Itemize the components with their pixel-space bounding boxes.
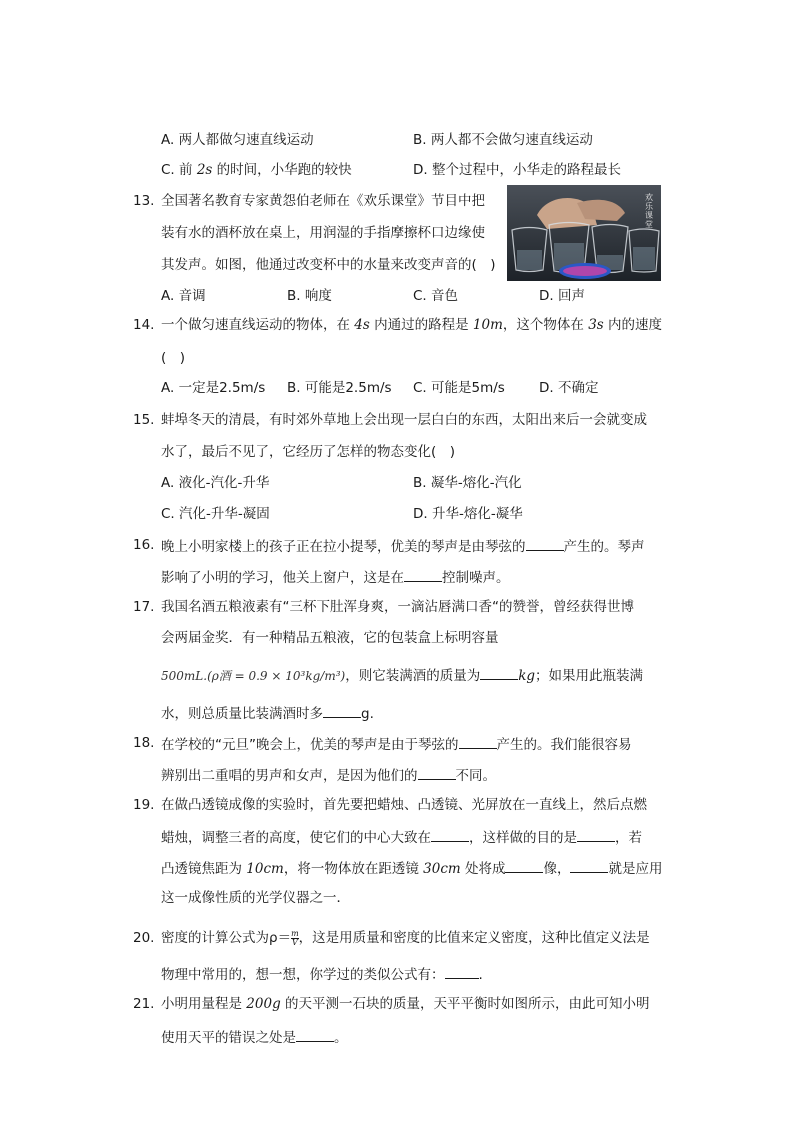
q19-text-c: ，若 <box>615 830 642 846</box>
q16-text-b: 产生的。琴声 <box>563 539 645 555</box>
q14-text-b: 内通过的路程是 <box>369 317 473 333</box>
q17-line4 <box>161 703 374 723</box>
q15-option-c: C. 汽化-升华-凝固 <box>161 506 270 522</box>
q18-text-b: 产生的。我们能很容易 <box>496 737 632 753</box>
q17-blank-2[interactable] <box>323 703 361 718</box>
q16-number: 16. <box>133 537 155 553</box>
q19-line3 <box>161 858 662 878</box>
q16-text-d: 控制噪声。 <box>442 570 510 586</box>
q16-line2 <box>161 567 510 587</box>
q15-line2: 水了，最后不见了，它经历了怎样的物态变化( ) <box>161 444 456 460</box>
q16-blank-2[interactable] <box>404 567 442 582</box>
q20-line1 <box>161 929 650 947</box>
photo-caption: 欢乐课堂 <box>645 193 653 229</box>
q18-blank-2[interactable] <box>418 765 456 780</box>
q21-number: 21. <box>133 996 155 1012</box>
q12-option-a: A. 两人都做匀速直线运动 <box>161 132 314 148</box>
glasses-photo-illustration <box>507 185 661 281</box>
q20-line2 <box>161 964 483 984</box>
q19-blank-3[interactable] <box>505 858 543 873</box>
q17-text-a: ，则它装满酒的质量为 <box>345 668 481 684</box>
q12-option-c-post: 的时间，小华跑的较快 <box>212 162 352 178</box>
fraction-numerator: m <box>291 928 299 938</box>
q17-blank-1[interactable] <box>480 665 518 680</box>
q15-option-b: B. 凝华-熔化-汽化 <box>413 475 522 491</box>
q18-line2 <box>161 765 496 785</box>
q19-text-a: 蜡烛，调整三者的高度，使它们的中心大致在 <box>161 830 431 846</box>
q17-text-d: g. <box>361 706 374 722</box>
q21-line2 <box>161 1027 348 1047</box>
q19-focal-length: 10cm <box>246 861 284 877</box>
q12-option-c <box>161 161 352 179</box>
q15-option-a: A. 液化-汽化-升华 <box>161 475 270 491</box>
q21-text-c: 使用天平的错误之处是 <box>161 1030 296 1046</box>
q14-distance: 10m <box>472 317 503 333</box>
q14-line1 <box>161 316 662 334</box>
q18-number: 18. <box>133 735 155 751</box>
q19-line4: 这一成像性质的光学仪器之一． <box>161 890 350 906</box>
q15-number: 15. <box>133 412 155 428</box>
q17-text-b: ；如果用此瓶装满 <box>535 668 644 684</box>
q16-text-c: 影响了小明的学习，他关上窗户，这是在 <box>161 570 404 586</box>
q17-formula: 500mL.(ρ酒 = 0.9 × 10³kg/m³) <box>161 669 346 683</box>
q18-text-d: 不同。 <box>455 768 496 784</box>
q16-blank-1[interactable] <box>526 536 564 551</box>
q21-text-d: 。 <box>334 1030 348 1046</box>
q14-option-a: A. 一定是2.5m/s <box>161 380 266 396</box>
q14-line2: ( ) <box>161 350 186 366</box>
q13-option-c: C. 音色 <box>413 288 459 304</box>
q19-text-d: 凸透镜焦距为 <box>161 861 247 877</box>
q13-option-b: B. 响度 <box>287 288 332 304</box>
q13-line1: 全国著名教育专家黄怨伯老师在《欢乐课堂》节目中把 <box>161 193 485 209</box>
q19-text-f: 处将成 <box>460 861 506 877</box>
q19-text-b: ，这样做的目的是 <box>469 830 577 846</box>
q20-text-d: . <box>478 967 483 983</box>
q13-line3: 其发声。如图，他通过改变杯中的水量来改变声音的( ) <box>161 257 496 273</box>
q21-line1 <box>161 995 650 1013</box>
q18-blank-1[interactable] <box>459 734 497 749</box>
q12-option-c-pre: C. 前 <box>161 162 197 178</box>
q15-option-d: D. 升华-熔化-凝华 <box>413 506 523 522</box>
q20-blank-1[interactable] <box>445 964 479 979</box>
q12-option-c-time: 2s <box>196 162 213 178</box>
q16-line1 <box>161 536 645 556</box>
q19-text-e: ，将一物体放在距透镜 <box>283 861 424 877</box>
q19-line1: 在做凸透镜成像的实验时，首先要把蜡烛、凸透镜、光屏放在一直线上，然后点燃 <box>161 797 647 813</box>
q19-blank-1[interactable] <box>431 827 469 842</box>
q20-text-b: ，这是用质量和密度的比值来定义密度，这种比值定义法是 <box>298 930 650 946</box>
q21-text-a: 小明用量程是 <box>161 996 247 1012</box>
q19-blank-4[interactable] <box>570 858 608 873</box>
q21-blank-1[interactable] <box>296 1027 334 1042</box>
q17-unit-kg: kg <box>518 668 536 684</box>
q14-text-c: ，这个物体在 <box>502 317 589 333</box>
q14-time2: 3s <box>588 317 604 333</box>
q19-line2 <box>161 827 642 847</box>
q19-text-g: 像， <box>543 861 571 877</box>
q13-option-d: D. 回声 <box>539 288 585 304</box>
q12-option-d: D. 整个过程中，小华走的路程最长 <box>413 162 621 178</box>
q19-object-distance: 30cm <box>423 861 461 877</box>
q20-text-a: 密度的计算公式为ρ＝ <box>161 930 292 946</box>
q12-option-b: B. 两人都不会做匀速直线运动 <box>413 132 593 148</box>
q17-line3 <box>161 665 643 685</box>
q20-text-c: 物理中常用的，想一想，你学过的类似公式有： <box>161 967 445 983</box>
q14-option-b: B. 可能是2.5m/s <box>287 380 392 396</box>
q14-number: 14. <box>133 317 155 333</box>
fraction-denominator: V <box>291 937 298 947</box>
q19-number: 19. <box>133 797 155 813</box>
q14-text-d: 内的速度 <box>603 317 663 333</box>
q21-range: 200g <box>246 996 281 1012</box>
q14-time1: 4s <box>354 317 370 333</box>
q13-option-a: A. 音调 <box>161 288 206 304</box>
q19-blank-2[interactable] <box>577 827 615 842</box>
q18-line1 <box>161 734 632 754</box>
q17-line1: 我国名酒五粮液素有“三杯下肚浑身爽，一滴沾唇满口香“的赞誉，曾经获得世博 <box>161 599 634 615</box>
density-fraction <box>291 930 299 947</box>
q18-text-a: 在学校的“元旦”晚会上，优美的琴声是由于琴弦的 <box>161 737 459 753</box>
q16-text-a: 晚上小明家楼上的孩子正在拉小提琴，优美的琴声是由琴弦的 <box>161 539 526 555</box>
q13-line2: 装有水的酒杯放在桌上，用润湿的手指摩擦杯口边缘使 <box>161 225 485 241</box>
q21-text-b: 的天平测一石块的质量，天平平衡时如图所示，由此可知小明 <box>280 996 650 1012</box>
q17-text-c: 水，则总质量比装满酒时多 <box>161 706 323 722</box>
q14-option-c: C. 可能是5m/s <box>413 380 505 396</box>
q14-option-d: D. 不确定 <box>539 380 599 396</box>
q18-text-c: 辨别出二重唱的男声和女声，是因为他们的 <box>161 768 418 784</box>
q17-line2: 会两届金奖．有一种精品五粮液，它的包装盒上标明容量 <box>161 630 499 646</box>
q15-line1: 蚌埠冬天的清晨，有时郊外草地上会出现一层白白的东西，太阳出来后一会就变成 <box>161 412 647 428</box>
q20-number: 20. <box>133 930 155 946</box>
singing-glasses-photo <box>507 185 661 281</box>
q13-number: 13. <box>133 193 155 209</box>
q17-number: 17. <box>133 599 155 615</box>
q19-text-h: 就是应用 <box>608 861 663 877</box>
q14-text-a: 一个做匀速直线运动的物体，在 <box>161 317 355 333</box>
